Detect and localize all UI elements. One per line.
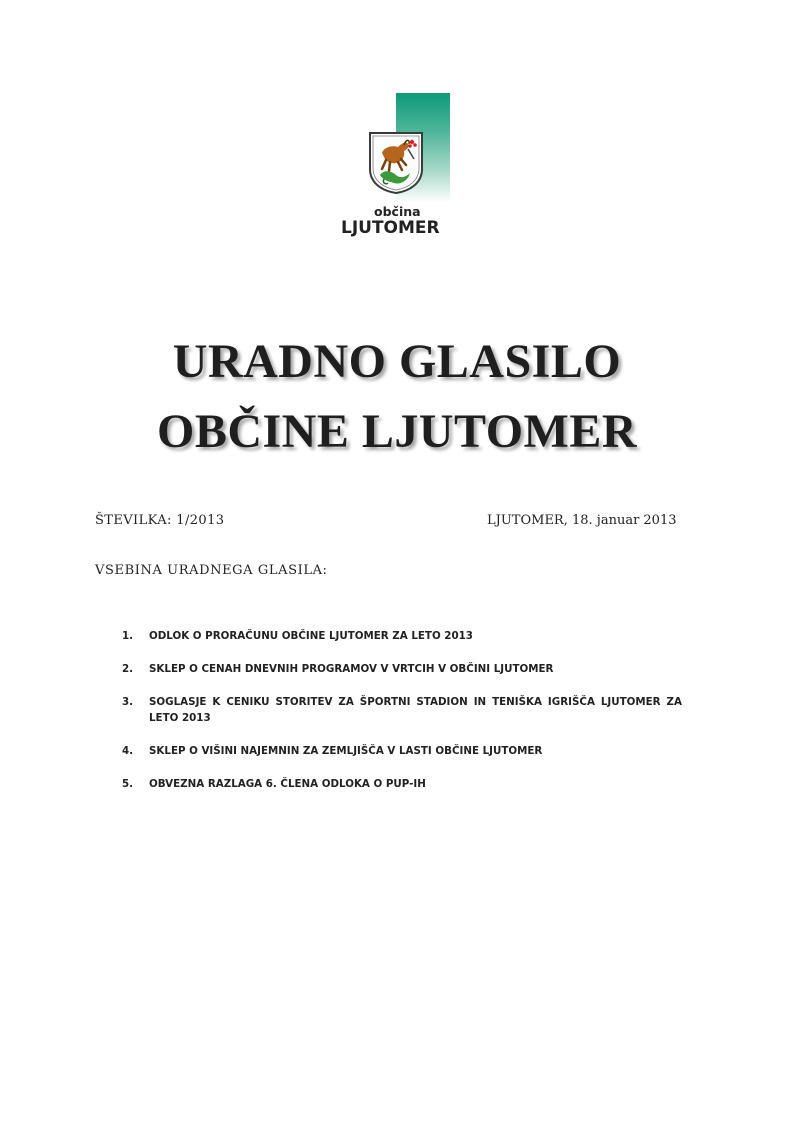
- item-number: 1.: [122, 630, 134, 642]
- item-number: 4.: [122, 745, 134, 757]
- item-number: 3.: [122, 696, 134, 708]
- logo-text-ljutomer: LJUTOMER: [341, 218, 440, 238]
- place-and-date: LJUTOMER, 18. januar 2013: [487, 513, 677, 528]
- list-item: [122, 661, 682, 677]
- logo-text-obcina: občina: [374, 204, 421, 219]
- list-item: [122, 628, 682, 644]
- item-number: 2.: [122, 663, 134, 675]
- list-item: [122, 694, 682, 726]
- item-text: SKLEP O CENAH DNEVNIH PROGRAMOV V VRTCIH V OBČINI LJUTOMER: [149, 663, 554, 675]
- item-text: SKLEP O VIŠINI NAJEMNIN ZA ZEMLJIŠČA V LASTI OBČINE LJUTOMER: [149, 745, 543, 757]
- item-number: 5.: [122, 778, 134, 790]
- list-item: [122, 743, 682, 759]
- municipality-logo: [341, 93, 458, 243]
- item-text: SOGLASJE K CENIKU STORITEV ZA ŠPORTNI STADION IN TENIŠKA IGRIŠČA LJUTOMER ZA LETO 2013: [149, 696, 682, 724]
- issue-number: ŠTEVILKA: 1/2013: [95, 513, 225, 528]
- document-title-line-2: OBČINE LJUTOMER: [156, 405, 638, 458]
- contents-heading: VSEBINA URADNEGA GLASILA:: [95, 563, 328, 578]
- list-item: [122, 776, 682, 792]
- table-of-contents: [122, 628, 682, 809]
- item-text: ODLOK O PRORAČUNU OBČINE LJUTOMER ZA LETO 2013: [149, 630, 473, 642]
- coat-of-arms-icon: [368, 131, 424, 195]
- item-text: OBVEZNA RAZLAGA 6. ČLENA ODLOKA O PUP-IH: [149, 778, 426, 790]
- document-title-line-1: URADNO GLASILO: [172, 335, 622, 388]
